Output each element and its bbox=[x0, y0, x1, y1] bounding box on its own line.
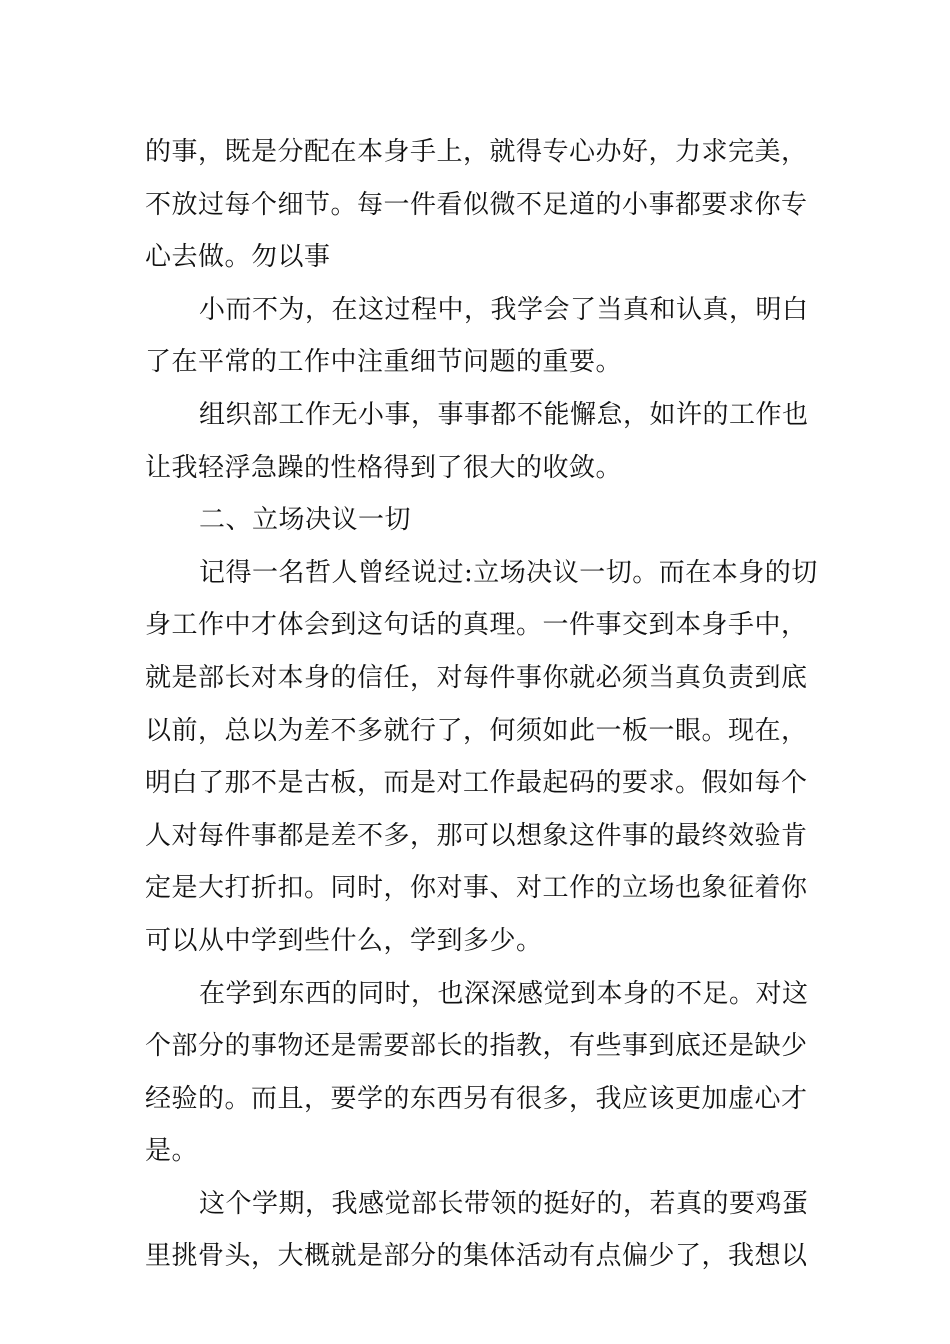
text-line: 这个学期，我感觉部长带领的挺好的，若真的要鸡蛋 bbox=[199, 1188, 809, 1219]
text-line: 经验的。而且，要学的东西另有很多，我应该更加虚心才 bbox=[145, 1083, 808, 1114]
body-text bbox=[145, 126, 818, 1283]
text-line: 了在平常的工作中注重细节问题的重要。 bbox=[145, 347, 623, 378]
text-line: 定是大打折扣。同时，你对事、对工作的立场也象征着你 bbox=[145, 873, 808, 904]
text-line: 人对每件事都是差不多，那可以想象这件事的最终效验肯 bbox=[145, 820, 808, 851]
text-line: 以前，总以为差不多就行了，何须如此一板一眼。现在， bbox=[145, 715, 808, 746]
text-line: 里挑骨头，大概就是部分的集体活动有点偏少了，我想以 bbox=[145, 1241, 808, 1272]
text-line: 让我轻浮急躁的性格得到了很大的收敛。 bbox=[145, 452, 623, 483]
text-line: 组织部工作无小事，事事都不能懈怠，如许的工作也 bbox=[199, 399, 809, 430]
text-line: 心去做。勿以事 bbox=[145, 242, 331, 273]
text-line: 可以从中学到些什么，学到多少。 bbox=[145, 925, 543, 956]
text-line: 是。 bbox=[145, 1136, 199, 1167]
text-line: 的事，既是分配在本身手上，就得专心办好，力求完美， bbox=[145, 137, 808, 167]
text-line: 在学到东西的同时，也深深感觉到本身的不足。对这 bbox=[199, 978, 809, 1009]
text-line: 明白了那不是古板，而是对工作最起码的要求。假如每个 bbox=[145, 768, 808, 799]
text-line: 就是部长对本身的信任，对每件事你就必须当真负责到底 bbox=[145, 662, 808, 693]
text-line: 个部分的事物还是需要部长的指教，有些事到底还是缺少 bbox=[145, 1031, 808, 1062]
text-line: 不放过每个细节。每一件看似微不足道的小事都要求你专 bbox=[145, 189, 808, 220]
text-line: 身工作中才体会到这句话的真理。一件事交到本身手中， bbox=[145, 610, 808, 641]
text-line: 小而不为，在这过程中，我学会了当真和认真，明白 bbox=[199, 294, 809, 325]
text-line: 记得一名哲人曾经说过:立场决议一切。而在本身的切 bbox=[199, 557, 818, 588]
section-heading: 二、立场决议一切 bbox=[199, 505, 412, 536]
